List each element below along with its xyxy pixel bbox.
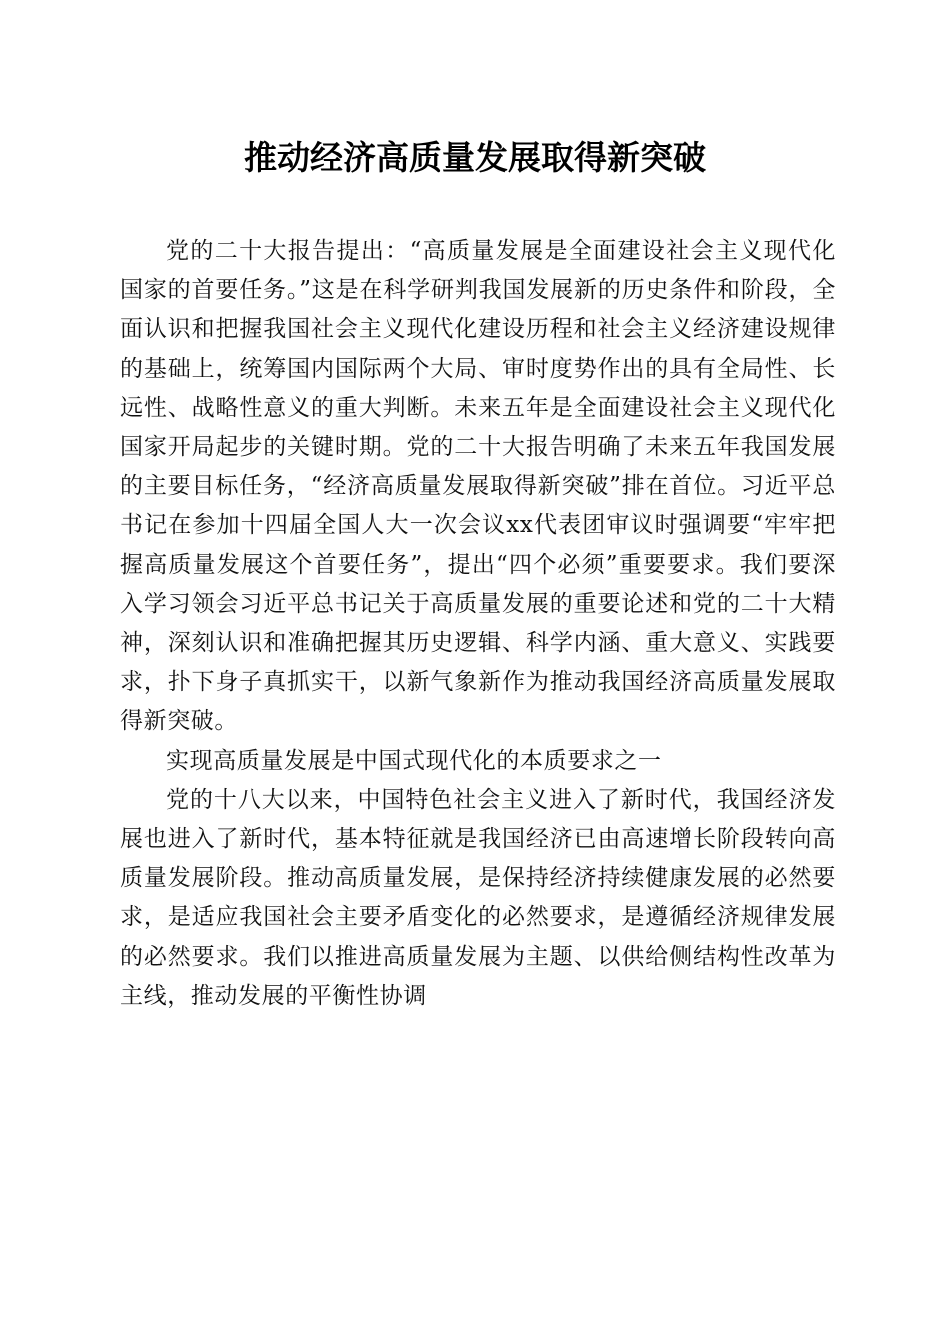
intro-paragraph: 党的二十大报告提出：“高质量发展是全面建设社会主义现代化国家的首要任务。”这是在科学研判我国发展新的历史条件和阶段，全面认识和把握我国社会主义现代化建设历程和社会主义经济建设规律的基础上，统筹国内国际两个大局、审时度势作出的具有全局性、长远性、战略性意义的重大判断。未来五年是全面建设社会主义现代化国家开局起步的关键时期。党的二十大报告明确了未来五年我国发展的主要目标任务，“经济高质量发展取得新突破”排在首位。习近平总书记在参加十四届全国人大一次会议xx代表团审议时强调要“牢牢把握高质量发展这个首要任务”，提出“四个必须”重要要求。我们要深入学习领会习近平总书记关于高质量发展的重要论述和党的二十大精神，深刻认识和准确把握其历史逻辑、科学内涵、重大意义、实践要求，扑下身子真抓实干，以新气象新作为推动我国经济高质量发展取得新突破。 — [120, 238, 836, 735]
document-title: 推动经济高质量发展取得新突破 — [244, 138, 706, 177]
document-body — [120, 232, 836, 1016]
body-paragraph: 党的十八大以来，中国特色社会主义进入了新时代，我国经济发展也进入了新时代，基本特征就是我国经济已由高速增长阶段转向高质量发展阶段。推动高质量发展，是保持经济持续健康发展的必然要求，是适应我国社会主要矛盾变化的必然要求，是遵循经济规律发展的必然要求。我们以推进高质量发展为主题、以供给侧结构性改革为主线，推动发展的平衡性协调 — [120, 786, 836, 1009]
section-heading: 实现高质量发展是中国式现代化的本质要求之一 — [166, 747, 662, 774]
